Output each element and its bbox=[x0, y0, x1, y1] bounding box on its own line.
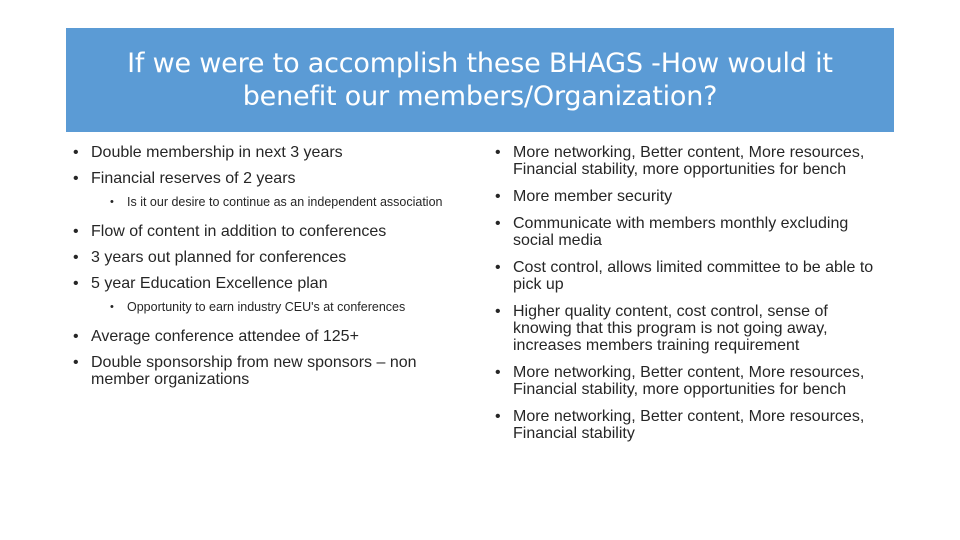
list-item: • Flow of content in addition to conferences bbox=[72, 223, 472, 240]
sub-list-item: • Is it our desire to continue as an independent association bbox=[108, 196, 472, 209]
list-item: • Average conference attendee of 125+ bbox=[72, 328, 472, 345]
right-column bbox=[494, 144, 886, 452]
list-item: • Double sponsorship from new sponsors – non member organizations bbox=[72, 354, 472, 388]
sub-list-item: • Opportunity to earn industry CEU's at conferences bbox=[108, 301, 472, 314]
list-item: • Higher quality content, cost control, sense of knowing that this program is not going away, increases members training requirement bbox=[494, 303, 886, 354]
list-item: • Double membership in next 3 years bbox=[72, 144, 472, 161]
left-bullet-list bbox=[72, 144, 472, 388]
list-item: • More networking, Better content, More resources, Financial stability bbox=[494, 408, 886, 442]
title-banner bbox=[66, 28, 894, 132]
list-item: • Financial reserves of 2 years bbox=[72, 170, 472, 187]
left-column bbox=[72, 144, 472, 397]
list-item: • 3 years out planned for conferences bbox=[72, 249, 472, 266]
list-item: • More networking, Better content, More resources, Financial stability, more opportunities for bench bbox=[494, 364, 886, 398]
list-item: • More networking, Better content, More resources, Financial stability, more opportunities for bench bbox=[494, 144, 886, 178]
slide-title: If we were to accomplish these BHAGS -How would it benefit our members/Organization? bbox=[127, 48, 833, 112]
list-item: • Communicate with members monthly excluding social media bbox=[494, 215, 886, 249]
right-bullet-list bbox=[494, 144, 886, 442]
list-item: • More member security bbox=[494, 188, 886, 205]
list-item: • Cost control, allows limited committee to be able to pick up bbox=[494, 259, 886, 293]
list-item: • 5 year Education Excellence plan bbox=[72, 275, 472, 292]
